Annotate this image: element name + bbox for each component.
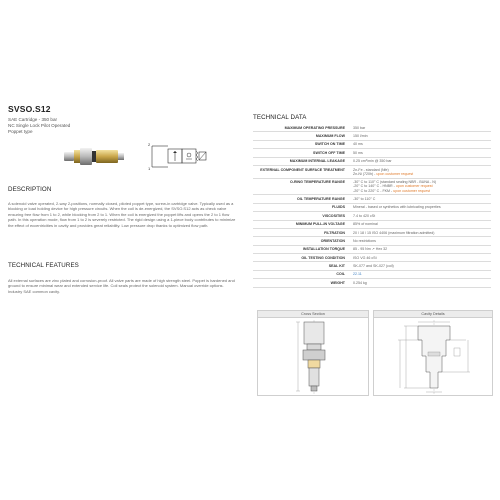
technical-data-key: EXTERNAL COMPONENT SURFACE TREATMENT bbox=[253, 165, 349, 178]
product-subtitle-line: NC Single Lock Pilot Operated bbox=[8, 123, 71, 129]
description-heading: DESCRIPTION bbox=[8, 186, 52, 193]
technical-data-row bbox=[253, 220, 491, 228]
technical-data-row bbox=[253, 140, 491, 148]
technical-data-value bbox=[349, 220, 491, 228]
technical-data-value-text: -20° C to 220° C - FKM - bbox=[353, 188, 394, 193]
technical-data-key: WEIGHT bbox=[253, 279, 349, 287]
product-subtitle-line: Poppet type bbox=[8, 129, 33, 135]
technical-data-row bbox=[253, 157, 491, 165]
technical-data-row bbox=[253, 228, 491, 236]
technical-data-key: COIL bbox=[253, 270, 349, 278]
technical-data-row bbox=[253, 237, 491, 245]
technical-data-value bbox=[349, 195, 491, 203]
technical-data-value-line: 50 ms bbox=[353, 150, 363, 155]
technical-data-value-line: ISO VG 46 cSt bbox=[353, 255, 377, 260]
technical-data-row bbox=[253, 124, 491, 132]
cavity-details-panel bbox=[373, 310, 493, 396]
technical-data-value-line: 350 bar bbox=[353, 125, 366, 130]
symbol-port-1-label: 1 bbox=[148, 166, 151, 171]
technical-data-row bbox=[253, 212, 491, 220]
technical-data-value-line: Mineral - based or synthetics with lubricating properties bbox=[353, 205, 441, 210]
technical-data-heading: TECHNICAL DATA bbox=[253, 114, 307, 121]
cavity-details-title: Cavity Details bbox=[374, 311, 492, 318]
technical-data-value-line: 20 / 18 / 15 ISO 4406 (maximum filtration admitted) bbox=[353, 230, 435, 235]
technical-data-value bbox=[349, 149, 491, 157]
technical-data-key: OIL TEMPERATURE RANGE bbox=[253, 195, 349, 203]
cross-section-panel bbox=[257, 310, 369, 396]
product-header bbox=[8, 104, 240, 136]
technical-data-note: upon customer request bbox=[395, 184, 433, 189]
technical-data-value-line: Zn-Fe - standard (Nfe) bbox=[353, 167, 389, 172]
technical-data-value bbox=[349, 165, 491, 178]
technical-data-value-line: 85 - 95 Nm ↗ Hex 32 bbox=[353, 247, 388, 252]
cross-section-title: Cross Section bbox=[258, 311, 368, 318]
technical-data-value-line: 0.254 kg bbox=[353, 280, 367, 285]
technical-features-text: All external surfaces are zinc plated and corrosion-proof. All valve parts are made of high strength steel. Poppet is hardened and ground to ensure minimal wear and extended service life. Coil seals protect the solenoid system. Manual override options. Industry SAE common cavity. bbox=[8, 278, 235, 294]
technical-data-row bbox=[253, 279, 491, 287]
technical-data-value-line: SK-077 and SK-027 (coil) bbox=[353, 264, 394, 269]
technical-data-value-text: -20° C to 140° C - HNBR - bbox=[353, 184, 396, 189]
technical-data-value bbox=[349, 124, 491, 132]
technical-data-value-text: Zn-Ni (720h) - bbox=[353, 171, 377, 176]
technical-features-heading: TECHNICAL FEATURES bbox=[8, 262, 79, 269]
technical-data-value bbox=[349, 140, 491, 148]
technical-data-value bbox=[349, 212, 491, 220]
technical-data-row bbox=[253, 178, 491, 195]
technical-data-value-line bbox=[353, 189, 489, 193]
technical-data-value bbox=[349, 262, 491, 270]
technical-data-table bbox=[253, 124, 491, 288]
technical-data-value bbox=[349, 254, 491, 262]
product-illustration bbox=[62, 141, 242, 171]
technical-data-value bbox=[349, 203, 491, 211]
hydraulic-symbol bbox=[140, 141, 210, 171]
technical-data-key: FLUIDS bbox=[253, 203, 349, 211]
technical-data-value-line: -30° to 110° C bbox=[353, 196, 376, 201]
technical-data-key: ORIENTATION bbox=[253, 237, 349, 245]
technical-data-value bbox=[349, 157, 491, 165]
technical-data-key: MAXIMUM FLOW bbox=[253, 132, 349, 140]
technical-data-key: VISCOSITIES bbox=[253, 212, 349, 220]
technical-data-note: upon customer request bbox=[393, 188, 430, 193]
technical-data-value-line: 40 ms bbox=[353, 142, 363, 147]
technical-data-row bbox=[253, 262, 491, 270]
technical-data-row bbox=[253, 203, 491, 211]
technical-data-value-line: -30° C to 110° C (standard sealing NBR - BUNA - N) bbox=[353, 180, 437, 185]
technical-data-key: SWITCH ON TIME bbox=[253, 140, 349, 148]
technical-data-value bbox=[349, 178, 491, 195]
product-subtitle-line: SAE Cartridge - 350 bar bbox=[8, 117, 58, 122]
technical-data-value-line: 85% of nominal bbox=[353, 222, 378, 227]
technical-data-key: OIL TESTING CONDITION bbox=[253, 254, 349, 262]
technical-data-key: SWITCH OFF TIME bbox=[253, 149, 349, 157]
technical-data-row bbox=[253, 270, 491, 278]
technical-data-key: O-RING TEMPERATURE RANGE bbox=[253, 178, 349, 195]
technical-data-row bbox=[253, 254, 491, 262]
technical-data-value bbox=[349, 245, 491, 253]
product-title: SVSO.S12 bbox=[8, 104, 51, 114]
technical-data-key: SEAL KIT bbox=[253, 262, 349, 270]
technical-data-row bbox=[253, 195, 491, 203]
cross-section-drawing bbox=[258, 318, 370, 396]
technical-data-key: MAXIMUM INTERNAL LEAKAGE bbox=[253, 157, 349, 165]
technical-data-row bbox=[253, 132, 491, 140]
technical-data-key: MINIMUM PULL-IN VOLTAGE bbox=[253, 220, 349, 228]
technical-data-key: MAXIMUM OPERATING PRESSURE bbox=[253, 124, 349, 132]
technical-data-value bbox=[349, 279, 491, 287]
description-text: A solenoid valve operated, 2-way 2-positions, normally closed, piloted poppet type, screw-in cartridge valve. Typically used as a blocking or load holding device for high pressure circuits. When the coil is de-energized, the SVSO.S12 acts as check valve ensuring free flow from 1 to 2, while blocking from 2 to 1. When the coil is energized the poppet lifts and opens the 2 to 1 flow path. In this operation mode, flow from 1 to 2 is severely restricted. The rigid design using a 1-piece body contributes to minimize the effect of eccentricities in cavity and provides great reliability. Low pressure drop thanks to optimized flow path. bbox=[8, 201, 236, 228]
technical-data-key: INSTALLATION TORQUE bbox=[253, 245, 349, 253]
technical-data-value-line[interactable]: 22.11 bbox=[353, 272, 362, 277]
technical-data-value bbox=[349, 228, 491, 236]
product-subtitle-lines bbox=[8, 117, 240, 136]
technical-data-value bbox=[349, 270, 491, 278]
technical-data-value-line bbox=[353, 172, 489, 176]
technical-data-key: FILTRATION bbox=[253, 228, 349, 236]
technical-data-value bbox=[349, 132, 491, 140]
technical-data-value bbox=[349, 237, 491, 245]
technical-data-value-line: 150 l/min bbox=[353, 133, 368, 138]
technical-data-value-line: 7.4 to 420 cSt bbox=[353, 213, 376, 218]
symbol-port-2-label: 2 bbox=[148, 142, 151, 147]
technical-data-note: upon customer request bbox=[376, 171, 414, 176]
cavity-details-drawing bbox=[374, 318, 494, 396]
technical-data-row bbox=[253, 165, 491, 178]
technical-data-value-line: No restrictions bbox=[353, 238, 376, 243]
technical-data-row bbox=[253, 245, 491, 253]
technical-data-row bbox=[253, 149, 491, 157]
technical-data-value-line: 0.25 cm³/min @ 350 bar bbox=[353, 159, 392, 164]
